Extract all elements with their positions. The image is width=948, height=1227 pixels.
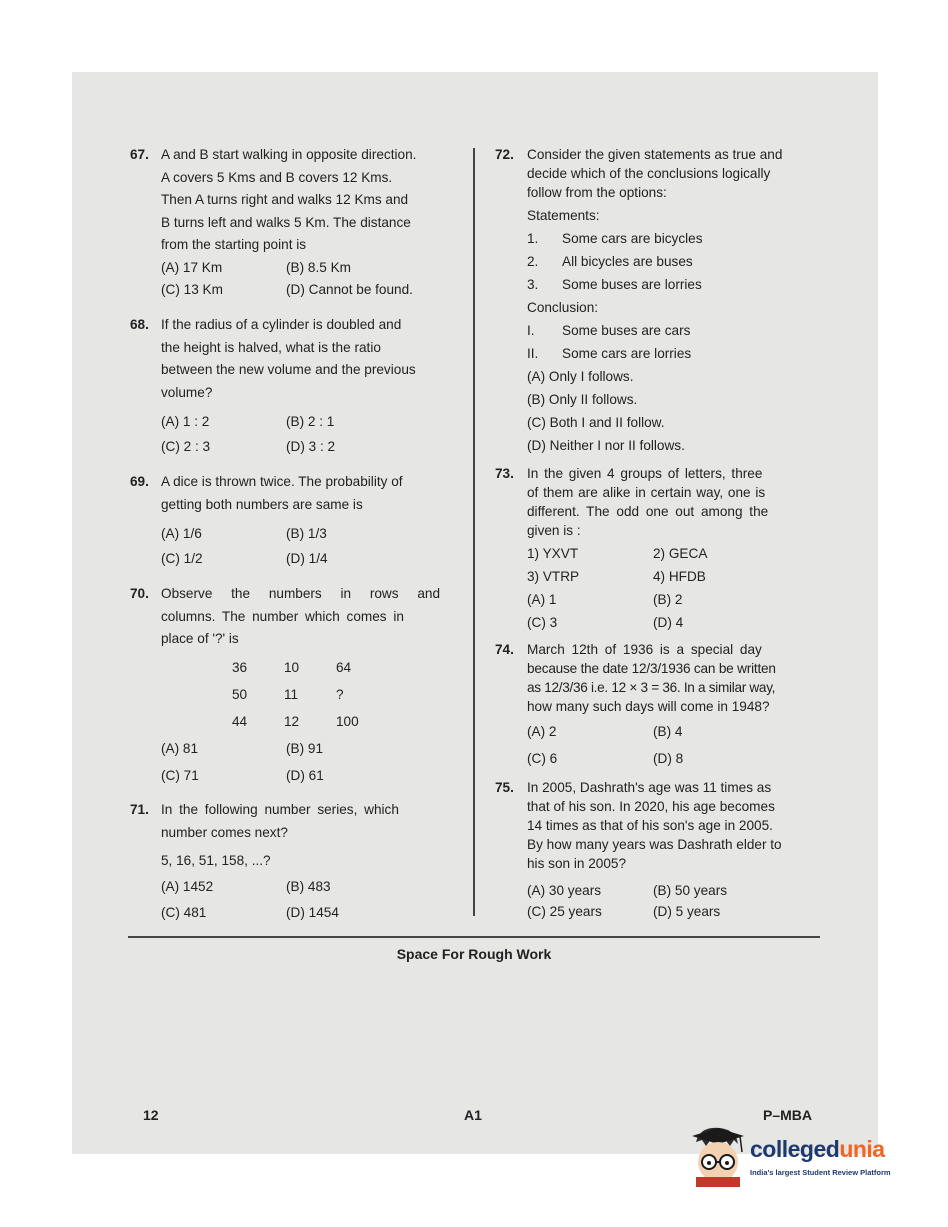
grid-cell: 12 (284, 714, 300, 729)
page-number: 12 (143, 1107, 159, 1123)
q70-number: 70. (130, 586, 149, 601)
q73-group: 4) HFDB (653, 569, 706, 584)
q71-line: number comes next? (161, 824, 288, 840)
q75-question (527, 778, 822, 873)
q73-line: different. The odd one out among the (527, 504, 769, 519)
q71-option-c: (C) 481 (161, 905, 207, 920)
grid-cell: 100 (336, 714, 359, 729)
logo-wordmark (750, 1136, 885, 1163)
q72-line: follow from the options: (527, 185, 667, 200)
q73-group: 3) VTRP (527, 569, 580, 584)
q71-option-a: (A) 1452 (161, 879, 214, 894)
q72-conclusion-text: Some cars are lorries (562, 346, 692, 361)
q75-line: By how many years was Dashrath elder to (527, 837, 782, 852)
q71-option-b: (B) 483 (286, 879, 331, 894)
q72-line: Consider the given statements as true and (527, 147, 783, 162)
q70-line: Observe the numbers in rows and (161, 586, 441, 601)
q68-line: the height is halved, what is the ratio (161, 339, 381, 355)
q72-option-a: (A) Only I follows. (527, 369, 634, 384)
q71-option-d: (D) 1454 (286, 905, 339, 920)
q73-number: 73. (495, 466, 514, 481)
q71-question (161, 799, 456, 844)
q70-line: place of '?' is (161, 631, 239, 646)
q73-line: In the given 4 groups of letters, three (527, 466, 763, 481)
q70-option-c: (C) 71 (161, 768, 199, 783)
column-divider (473, 148, 475, 916)
q68-question (161, 314, 456, 404)
grid-cell: 44 (232, 714, 248, 729)
q74-option-c: (C) 6 (527, 751, 558, 766)
grid-cell: 10 (284, 660, 300, 675)
q71-series: 5, 16, 51, 158, ...? (161, 853, 271, 868)
q75-line: his son in 2005? (527, 856, 627, 871)
q73-group: 2) GECA (653, 546, 708, 561)
q73-group: 1) YXVT (527, 546, 579, 561)
mascot-icon (690, 1122, 748, 1192)
q74-line: as 12/3/36 i.e. 12 × 3 = 36. In a similar way, (527, 680, 776, 695)
grid-cell: 64 (336, 660, 352, 675)
q69-option-d: (D) 1/4 (286, 551, 328, 566)
q67-option-b: (B) 8.5 Km (286, 260, 351, 275)
q67-line: A and B start walking in opposite direction. (161, 147, 417, 162)
q72-statement-text: Some cars are bicycles (562, 231, 703, 246)
rough-work-heading: Space For Rough Work (396, 946, 552, 962)
q68-line: volume? (161, 384, 213, 400)
q72-statement-number: 1. (527, 231, 539, 246)
q73-option-c: (C) 3 (527, 615, 558, 630)
q72-conclusion-number: I. (527, 323, 535, 338)
collegedunia-logo (690, 1122, 920, 1194)
q73-option-b: (B) 2 (653, 592, 683, 607)
q67-question (161, 144, 456, 257)
q75-line: 14 times as that of his son's age in 2005. (527, 818, 773, 833)
q74-option-a: (A) 2 (527, 724, 557, 739)
q67-line: B turns left and walks 5 Km. The distance (161, 214, 411, 230)
q67-option-c: (C) 13 Km (161, 282, 223, 297)
q68-option-a: (A) 1 : 2 (161, 414, 210, 429)
q67-line: A covers 5 Kms and B covers 12 Kms. (161, 169, 393, 185)
q72-conclusion-number: II. (527, 346, 539, 361)
grid-cell: ? (336, 687, 344, 702)
q71-line: In the following number series, which (161, 802, 399, 817)
q68-line: between the new volume and the previous (161, 362, 416, 377)
q75-line: that of his son. In 2020, his age becomes (527, 799, 775, 814)
q67-option-a: (A) 17 Km (161, 260, 223, 275)
q68-option-d: (D) 3 : 2 (286, 439, 336, 454)
q69-option-a: (A) 1/6 (161, 526, 202, 541)
q69-question (161, 471, 456, 516)
q68-line: If the radius of a cylinder is doubled and (161, 317, 402, 332)
q69-option-c: (C) 1/2 (161, 551, 203, 566)
q75-option-c: (C) 25 years (527, 904, 602, 919)
q74-option-d: (D) 8 (653, 751, 684, 766)
q74-question (527, 640, 822, 716)
q75-option-b: (B) 50 years (653, 883, 728, 898)
q72-line: decide which of the conclusions logically (527, 166, 771, 181)
q67-line: from the starting point is (161, 237, 307, 252)
q69-line: A dice is thrown twice. The probability of (161, 474, 403, 489)
q69-number: 69. (130, 474, 149, 489)
q72-statement-number: 3. (527, 277, 539, 292)
logo-name-accent: unia (839, 1136, 885, 1162)
q72-option-c: (C) Both I and II follow. (527, 415, 665, 430)
q72-number: 72. (495, 147, 514, 162)
logo-name-main: colleged (750, 1136, 840, 1162)
q72-conclusion-text: Some buses are cars (562, 323, 691, 338)
q70-line: columns. The number which comes in (161, 608, 404, 624)
q74-line: how many such days will come in 1948? (527, 699, 770, 714)
q72-statement-number: 2. (527, 254, 539, 269)
grid-cell: 11 (284, 687, 299, 702)
q73-option-a: (A) 1 (527, 592, 557, 607)
q72-conclusion-label: Conclusion: (527, 300, 599, 315)
q70-option-d: (D) 61 (286, 768, 324, 783)
q72-statement-text: All bicycles are buses (562, 254, 693, 269)
q72-option-b: (B) Only II follows. (527, 392, 638, 407)
q70-option-a: (A) 81 (161, 741, 199, 756)
paper-code: P–MBA (763, 1107, 813, 1123)
q72-option-d: (D) Neither I nor II follows. (527, 438, 685, 453)
grid-cell: 36 (232, 660, 248, 675)
q72-question (527, 145, 822, 202)
q67-line: Then A turns right and walks 12 Kms and (161, 192, 409, 207)
q67-option-d: (D) Cannot be found. (286, 282, 413, 297)
q74-number: 74. (495, 642, 514, 657)
q74-line: because the date 12/3/1936 can be written (527, 661, 776, 676)
q70-question (161, 583, 456, 651)
q75-option-d: (D) 5 years (653, 904, 721, 919)
q74-option-b: (B) 4 (653, 724, 683, 739)
q73-line: of them are alike in certain way, one is (527, 485, 766, 500)
q73-line: given is : (527, 523, 581, 538)
q72-statement-text: Some buses are lorries (562, 277, 702, 292)
q71-number: 71. (130, 802, 149, 817)
q68-option-c: (C) 2 : 3 (161, 439, 211, 454)
q68-number: 68. (130, 317, 149, 332)
q72-statements-label: Statements: (527, 208, 600, 223)
q67-number: 67. (130, 147, 149, 162)
q74-line: March 12th of 1936 is a special day (527, 642, 762, 657)
q69-option-b: (B) 1/3 (286, 526, 327, 541)
q69-line: getting both numbers are same is (161, 496, 363, 512)
grid-cell: 50 (232, 687, 248, 702)
q75-line: In 2005, Dashrath's age was 11 times as (527, 780, 772, 795)
q70-option-b: (B) 91 (286, 741, 324, 756)
logo-tagline: India's largest Student Review Platform (750, 1168, 891, 1177)
rough-work-rule (128, 936, 820, 938)
set-code: A1 (464, 1107, 482, 1123)
q75-number: 75. (495, 780, 514, 795)
q73-question (527, 464, 822, 540)
q75-option-a: (A) 30 years (527, 883, 602, 898)
q73-option-d: (D) 4 (653, 615, 684, 630)
q68-option-b: (B) 2 : 1 (286, 414, 335, 429)
